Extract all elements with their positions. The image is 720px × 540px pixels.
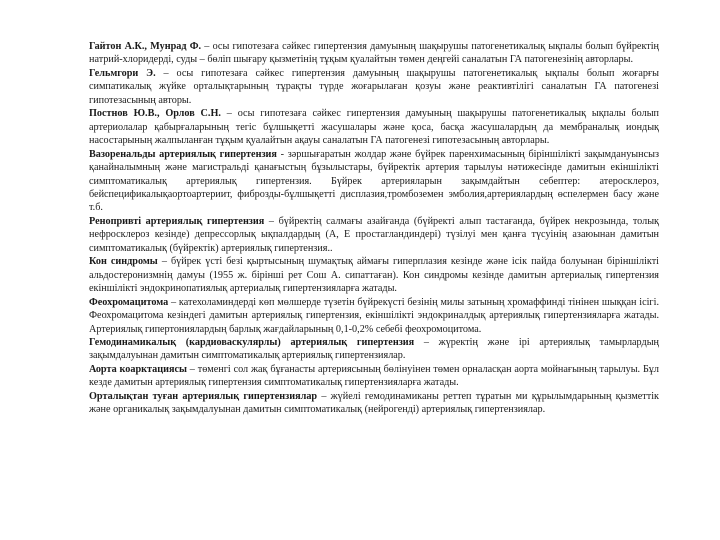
- paragraph-pheo: [89, 296, 659, 336]
- definition-coarctation: – төменгі сол жақ бұғанасты артериясының бөлінуінен төмен орналасқан аорта мойнағының тарылуы. Бұл кезде дамитын артериялық гипертензия симптоматикалық гипертензияларға жатады.: [89, 363, 659, 389]
- term-postnov: Постнов Ю.В., Орлов С.Н.: [89, 108, 221, 120]
- term-vasorenal: Вазоренальды артериялық гипертензия: [89, 148, 277, 160]
- paragraph-hemodynamic: [89, 336, 659, 363]
- paragraph-conn: [89, 255, 659, 295]
- definition-gaiton: – осы гипотезаға сәйкес гипертензия дамуының шақырушы патогенетикалық ықпалы болып бүйректің натрий-хлоридерді, суды – бөліп шығару қызметінің тұқым қуалайтын төмен деңгейі саналатын ГА патогенезінің авторлары.: [89, 41, 659, 66]
- definition-postnov: – осы гипотезаға сәйкес гипертензия дамуының шақырушы патогенетикалық ықпалы болып артериолалар қабырғаларының тегіс бұлшықетті жасушалары және қоса, басқа жасушалардың да мембраналық иондық насостарының жалпыланған тұқым қуалайтын ақауы саналатын ГА патогенезі гипотезасының авторлары.: [89, 108, 659, 147]
- definition-renoprival: – бүйректің салмағы азайғанда (бүйректі алып тастағанда, бүйрек некрозында, толық нефросклероз кезінде) депрессорлық ықпалдардың (А, Е простагландиндері) түзілуі мен қанға түсуінің азаюынан дамитын симптоматикалық (бүйректік) артериялық гипертензия..: [89, 215, 659, 254]
- term-gaiton: Гайтон А.К., Мунрад Ф.: [89, 41, 202, 52]
- paragraph-renoprival: [89, 215, 659, 255]
- definition-vasorenal: - зәршығаратын жолдар және бүйрек паренхимасының біріншілікті зақымдануынсыз қанайналымның және магистральді қанағыстың бұзылыстары, бүйректік артерия тарылуы нәтижесінде дамитын екіншілікті симптоматикалық артериялық гипертензия. Бүйрек артерияларын зақымдайтын себептер: атеросклероз, бейспецификалықаортоартериит, фиброзды-бұлшықетті дисплазия,тромбоземен эмболия,артериялардың өспелермен басу және т.б.: [89, 148, 659, 214]
- paragraph-postnov: [89, 107, 659, 147]
- paragraph-central: [89, 390, 659, 417]
- term-hemodynamic: Гемодинамикалық (кардиоваскулярлы) артериялық гипертензия: [89, 336, 415, 348]
- paragraph-gaiton: [89, 40, 659, 67]
- term-conn: Кон синдромы: [89, 256, 158, 268]
- paragraph-vasorenal: [89, 148, 659, 215]
- definition-gelmgori: – осы гипотезаға сәйкес гипертензия дамуының шақырушы патогенетикалық ықпалы болып жоғарғы симпатикалық жүйке орталықтарының тұрақты түрде жоғарылаған қозуы және реактивтілігі саналатын ГА патогенезі гипотезасының авторы.: [89, 67, 659, 106]
- term-renoprival: Ренопривті артериялық гипертензия: [89, 215, 265, 227]
- definition-conn: – бүйрек үсті безі қыртысының шумақтық аймағы гиперплазия кезінде және ісік пайда болуынан біріншілікті альдостеронизмнің дамуы (1955 ж. бірінші рет Сош А. сипаттаған). Кон синдромы кезінде дамитын артериалық гипертензия екіншілікті эндокринопатиялық артериалық гипертензияларға жатады.: [89, 256, 659, 295]
- term-central: Орталықтан туған артериялық гипертензиялар: [89, 390, 318, 402]
- term-coarctation: Аорта коарктациясы: [89, 363, 187, 375]
- paragraph-gelmgori: [89, 67, 659, 107]
- definition-hemodynamic: – жүректің және ірі артериялық тамырлардың зақымдалуынан дамитын симптоматикалық артериялық гипертензиялар.: [89, 336, 659, 362]
- document-page: [89, 40, 659, 417]
- definition-central: – жүйелі гемодинамиканы реттеп тұратын ми құрылымдарының қызметтік және органикалық зақымдалуынан дамитын симптоматикалық (нейрогенді) артериялық гипертензиялар.: [89, 390, 659, 416]
- term-gelmgori: Гельмгори Э.: [89, 67, 156, 79]
- definition-pheo: – катехоламиндерді көп мөлшерде түзетін бүйрекүсті безінің милы затының хромаффинді тінінен шыққан ісігі. Феохромацитома кезіндегі дамитын артериялық гипертензия, екіншілікті эндокриналдық артериялық гипертензияларға жатады. Артериялық гипертониялардың барлық жағдайларының 0,1-0,2% себебі феохромоцитома.: [89, 296, 659, 335]
- paragraph-coarctation: [89, 363, 659, 390]
- term-pheo: Феохромацитома: [89, 296, 169, 308]
